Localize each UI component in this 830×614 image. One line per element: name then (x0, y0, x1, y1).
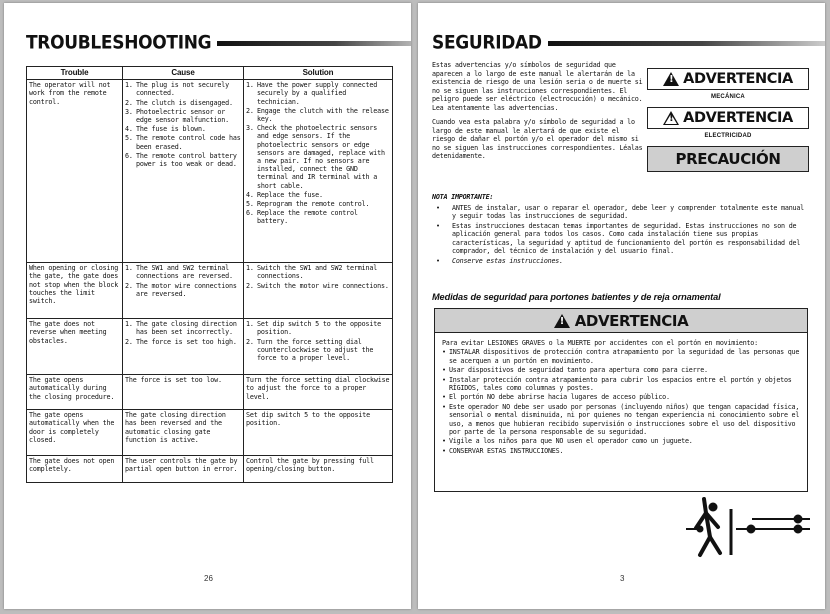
cause-cell: The gate closing direction has been reversed and the automatic closing gate function is active. (123, 410, 244, 456)
cause-cell: The user controls the gate by partial open button in error. (123, 456, 244, 483)
page-title: TROUBLESHOOTING (26, 31, 212, 55)
intro-paragraph: Cuando vea esta palabra y/o símbolo de seguridad a lo largo de este manual le alertará de que existe el riesgo de dañar el portón y/o el operador del mismo si no se siguen las instrucciones correspondientes. Léalas detenidamente. (432, 118, 643, 160)
table-row (27, 80, 393, 263)
trouble-cell: The gate opens automatically when the door is completely closed. (27, 410, 123, 456)
warning-triangle-icon: ! (663, 111, 679, 125)
list-item: • Vigile a los niños para que NO usen el operador como un juguete. (442, 437, 693, 446)
list-item: 1. The plug is not securely connected. (125, 81, 230, 98)
table-row (27, 375, 393, 410)
list-item: 1. The SW1 and SW2 terminal connections are reversed. (125, 264, 233, 281)
solution-cell (244, 319, 393, 375)
list-item: 6. The remote control battery power is too weak or dead. (125, 151, 237, 169)
list-item: 5. The remote control code has been erased. (125, 134, 241, 151)
right-page (418, 3, 825, 609)
list-item: 5. Reprogram the remote control. (246, 200, 370, 209)
list-item: 2. The clutch is disengaged. (125, 98, 233, 107)
trouble-cell: The gate opens automatically during the closing procedure. (27, 375, 123, 410)
intro-text (432, 61, 646, 167)
cause-cell (123, 319, 244, 375)
table-header-row (27, 67, 393, 80)
list-item: 2. Engage the clutch with the release key. (246, 106, 389, 124)
warning-triangle-icon: ! (663, 72, 679, 86)
trouble-cell: The operator will not work from the remote control. (27, 80, 123, 263)
warning-lead: Para evitar LESIONES GRAVES o la MUERTE por accidentes con el portón en movimiento: (442, 339, 758, 347)
list-item: • Conserve estas instrucciones. (436, 256, 563, 265)
heading-rule (217, 41, 411, 46)
list-item: 4. The fuse is blown. (125, 125, 206, 134)
solution-cell (244, 263, 393, 319)
list-item: • El portón NO debe abrirse hacia lugares de acceso público. (442, 393, 670, 402)
table-row (27, 319, 393, 375)
cause-cell: The force is set too low. (123, 375, 244, 410)
column-header-solution: Solution (244, 67, 393, 80)
solution-cell: Set dip switch 5 to the opposite position. (244, 410, 393, 456)
list-item: 3. Check the photoelectric sensors and edge sensors. If the photoelectric sensors or edge sensors are damaged, replace with a new pair. If no sensors are installed, connect the GND terminal and IR terminal with a short cable. (246, 124, 385, 190)
trouble-cell: When opening or closing the gate, the gate does not stop when the block touches the limit switch. (27, 263, 123, 319)
warning-box (434, 308, 808, 492)
column-header-cause: Cause (123, 67, 244, 80)
list-item: 1. Have the power supply connected securely by a qualified technician. (246, 81, 378, 106)
table-row (27, 263, 393, 319)
list-item: 2. Switch the motor wire connections. (246, 281, 389, 290)
warning-sign-mechanical: ! ADVERTENCIA MECÁNICA (647, 68, 809, 100)
list-item: 4. Replace the fuse. (246, 190, 323, 199)
sign-caption: ELECTRICIDAD (704, 133, 752, 139)
troubleshooting-heading (26, 33, 411, 53)
list-item: • ANTES de instalar, usar o reparar el operador, debe leer y comprender totalmente este manual y seguir todas las instrucciones de seguridad. (436, 203, 805, 220)
section-subheading: Medidas de seguridad para portones batientes y de reja ornamental (432, 292, 721, 302)
list-item: 6. Replace the remote control battery. (246, 209, 358, 226)
page-number: 3 (620, 574, 625, 583)
table-row (27, 410, 393, 456)
warning-box-header: ! ADVERTENCIA (435, 309, 807, 333)
list-item: • INSTALAR dispositivos de protección contra atrapamiento por la seguridad de las personas que se acerquen a un portón en movimiento. (442, 348, 800, 365)
list-item: • Usar dispositivos de seguridad tanto para apertura como para cierre. (442, 366, 708, 375)
list-item: 2. Turn the force setting dial counterclockwise to adjust the force to a proper level. (246, 337, 374, 363)
list-item: • Instalar protección contra atrapamiento para cubrir los espacios entre el portón y objetos RÍGIDOS, tales como columnas y postes. (442, 375, 792, 393)
sign-caption: MECÁNICA (711, 94, 745, 100)
caution-sign: PRECAUCIÓN (647, 146, 809, 172)
troubleshooting-table (26, 66, 393, 483)
list-item: • Este operador NO debe ser usado por personas (incluyendo niños) que tengan capacidad física, sensorial o mental disminuida, ni por quienes no tengan experiencia ni conocimiento sobre el uso, a menos que hubieran recibido supervisión o instrucciones sobre el uso del dispositivo por parte de la persona responsable de su seguridad. (442, 402, 800, 437)
left-page (4, 3, 411, 609)
trouble-cell: The gate does not open completely. (27, 456, 123, 483)
intro-paragraph: Estas advertencias y/o símbolos de seguridad que aparecen a lo largo de este manual le alertarán de la existencia de riesgo de una lesión seria o de muerte si no se siguen las instrucciones correspondientes. El peligro puede ser eléctrico (electrocución) o mecánico. Lea atentamente las advertencias. (432, 61, 643, 112)
cause-cell (123, 80, 244, 263)
list-item: 2. The force is set too high. (125, 337, 237, 346)
list-item: • Estas instrucciones destacan temas importantes de seguridad. Estas instrucciones no son de aplicación general para todos los casos. Como cada instalación tiene sus propias características, la seguridad y aptitud de funcionamiento del portón es responsabilidad del comprador, del técnico de instalación y del usuario final. (436, 221, 801, 255)
list-item: 1. The gate closing direction has been set incorrectly. (125, 320, 237, 337)
solution-cell: Turn the force setting dial clockwise to adjust the force to a proper level. (244, 375, 393, 410)
warning-triangle-icon: ! (554, 314, 570, 328)
note-title: NOTA IMPORTANTE: (432, 193, 494, 201)
heading-rule (548, 41, 825, 46)
trouble-cell: The gate does not reverse when meeting obstacles. (27, 319, 123, 375)
important-note (432, 193, 810, 266)
seguridad-heading (432, 33, 825, 53)
page-title: SEGURIDAD (432, 31, 542, 55)
list-item: 3. Photoelectric sensor or edge sensor malfunction. (125, 107, 230, 125)
solution-cell (244, 80, 393, 263)
entrapment-pictogram-icon (686, 497, 814, 559)
list-item: 2. The motor wire connections are reversed. (125, 281, 237, 298)
list-item: 1. Switch the SW1 and SW2 terminal connections. (246, 264, 378, 281)
cause-cell (123, 263, 244, 319)
list-item: • CONSERVAR ESTAS INSTRUCCIONES. (442, 446, 564, 455)
list-item: 1. Set dip switch 5 to the opposite position. (246, 320, 382, 337)
safety-signs (647, 68, 809, 176)
column-header-trouble: Trouble (27, 67, 123, 80)
table-row (27, 456, 393, 483)
solution-cell: Control the gate by pressing full opening/closing button. (244, 456, 393, 483)
page-number: 26 (204, 574, 213, 583)
warning-sign-electrical: ! ADVERTENCIA ELECTRICIDAD (647, 107, 809, 139)
